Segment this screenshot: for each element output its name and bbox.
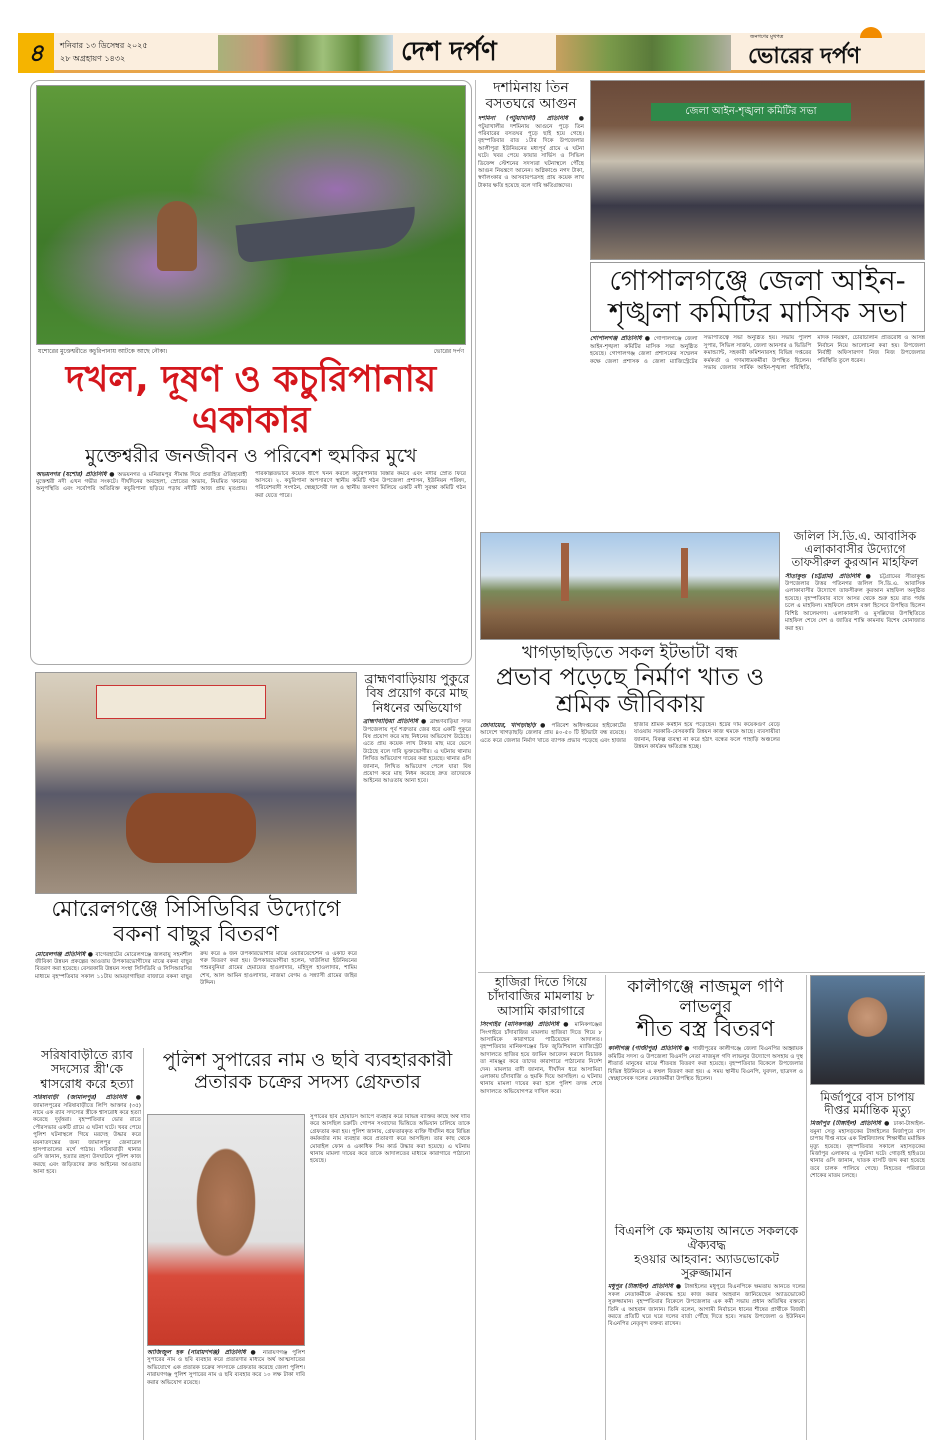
brahmanbaria-story (363, 672, 471, 1045)
hajira-byline: সিংগাইর (মানিকগঞ্জ) প্রতিনিধি ● (480, 1021, 571, 1029)
police-right-column (310, 1114, 470, 1440)
bnp-story (608, 1224, 805, 1440)
morelganj-body-text: বাগেরহাটের মোরেলগঞ্জে জলবায়ু সহনশীল জীবিকা উন্নয়ন প্রকল্পের আওতায় উপকারভোগীদের মাঝে বকনা বাছুর বিতরণ করা হয়েছে। বেসরকারি উন্নয়ন সংস্থা সিসিডিবি ও সিসিআরসির মাধ্যমে বৃহস্পতিবার সকাল ১১টায় আমড়াগাছিয়া বাজারে বকনা বাছুর ক্রয় করে ৬ জন উপকারভোগীর মাঝে ওয়ারিয়েন্টেশন ও একটি করে গরু বিতরণ করা হয়। উপকারভোগীরা হলেন, খাউলিয়া ইউনিয়নের পশুরবুনিয়া গ্রামের হেমায়েত হাওলাদার, মহিদুল হাওলাদার, শামিম শেখ, আল আমিন হাওলাদার, নাজমা বেগম ও সন্ন্যাসী গ্রামের জহির উদ্দিন। (35, 950, 357, 987)
date-bengali: ২৮ অগ্রহায়ণ ১৪৩২ (60, 54, 126, 63)
jalil-headline: জলিল সি.ডি.এ. আবাসিক এলাকাবাসীর উদ্যোগে তাফসীরুল কুরআন মাহফিল (791, 530, 919, 570)
police-body-text: সুপারের ছবি হোয়াটস অ্যাপে ব্যবহার করে বিভিন্ন ব্যক্তির কাছে অর্থ দাবি করে আসছিল চক্রটি। গোপন সংবাদের ভিত্তিতে অভিযান চালিয়ে তাকে গ্রেফতার করা হয়। পুলিশ জানায়, গ্রেফতারকৃত ব্যক্তি দীর্ঘদিন ধরে বিভিন্ন কর্মকর্তার নাম ব্যবহার করে প্রতারণা করে আসছিল। তার কাছ থেকে মোবাইল ফোন ও একাধিক সিম কার্ড উদ্ধার করা হয়েছে। এ ঘটনায় থানায় মামলা দায়ের করে তাকে আদালতের মাধ্যমে কারাগারে পাঠানো হয়েছে। (310, 1114, 470, 1165)
dashmina-body (478, 115, 584, 528)
sarishabari-body (33, 1094, 141, 1440)
kaliganj-body-text: গাজীপুরের কালীগঞ্জে জেলা বিএনপির আহ্বায়ক কমিটির সদস্য ও উপজেলা বিএনপি নেতা নাজমুল গণি লাভলুর উদ্যোগে অসহায় ও দুস্থ শীতার্ত মানুষের মাঝে শীতবস্ত্র বিতরণ করা হয়েছে। বৃহস্পতিবার বিকেলে উপজেলার বিভিন্ন ইউনিয়নে এ কম্বল বিতরণ করা হয়। এ সময় স্থানীয় বিএনপি, যুবদল, ছাত্রদল ও স্বেচ্ছাসেবক দলের নেতাকর্মীরা উপস্থিত ছিলেন। (608, 1046, 803, 1083)
lead-headline: দখল, দূষণ ও কচুরিপানায় একাকার (65, 359, 437, 442)
brahmanbaria-body-text: ব্রাহ্মণবাড়িয়া সদর উপজেলায় পূর্ব শত্রুতার জের ধরে একটি পুকুরে বিষ প্রয়োগ করে মাছ নিধনের অভিযোগ উঠেছে। এতে প্রায় কয়েক লাখ টাকার মাছ মরে ভেসে উঠেছে বলে দাবি ভুক্তভোগীর। এ ঘটনায় থানায় লিখিত অভিযোগ দায়ের করা হয়েছে। থানার ওসি জানান, লিখিত অভিযোগ পেলে যারা বিষ প্রয়োগ করে মাছ নিধন করেছে দ্রুত তাদেরকে আইনের আওতায় আনা হবে। (363, 719, 471, 785)
bnp-headline-2: হওয়ার আহবান: অ্যাডভোকেট সুরুজ্জামান (634, 1251, 779, 1280)
gopalganj-story (590, 80, 925, 528)
lead-caption-row (38, 348, 464, 356)
khagrachari-byline: জোবায়ের, খাগড়াছড়ি ● (480, 721, 548, 729)
khagrachari-body (480, 722, 780, 970)
hajira-body-text: মানিকগঞ্জের সিংগাইরে চাঁদাবাজির মামলায় হাজিরা দিতে গিয়ে ৮ আসামিকে কারাগারে পাঠিয়েছেন আদালত। বৃহস্পতিবার মানিকগঞ্জের চিফ জুডিশিয়াল ম্যাজিস্ট্রেট আদালতে হাজির হয়ে জামিন আবেদন করলে বিচারক তা নামঞ্জুর করে তাদের কারাগারে পাঠানোর নির্দেশ দেন। মামলার বাদী জানান, দীর্ঘদিন ধরে আসামিরা এলাকায় চাঁদাবাজি ও হুমকি দিয়ে আসছিল। এ ঘটনায় থানায় মামলা দায়ের করা হলে পুলিশ তদন্ত শেষে আদালতে অভিযোগপত্র দাখিল করে। (480, 1022, 602, 1095)
divider (806, 975, 807, 1440)
jalil-byline: সীতাকুন্ড (চট্টগ্রাম) প্রতিনিধি ● (785, 572, 875, 580)
kaliganj-body (608, 1045, 803, 1220)
lead-photo-credit: ভোরের দর্পণ (433, 348, 464, 355)
chimney-2 (681, 548, 688, 598)
bnp-headline-1: বিএনপি কে ক্ষমতায় আনতে সকলকে ঐক্যবদ্ধ (614, 1224, 799, 1253)
jalil-story (785, 530, 925, 970)
suspect-photo (147, 1114, 305, 1346)
police-headline-block (145, 1050, 470, 1112)
mirzapur-body-text: ঢাকা-টাঙ্গাইল-যমুনা সেতু মহাসড়কের টাঙ্গাইলের মির্জাপুরে বাস চাপায় দীপ্ত নামে এক বিশ্ববিদ্যালয় শিক্ষার্থীর মর্মান্তিক মৃত্যু হয়েছে। বৃহস্পতিবার সকালে মহাসড়কের মির্জাপুর এলাকায় এ দুর্ঘটনা ঘটে। গোড়াই হাইওয়ে থানার ওসি জানান, ঘাতক বাসটি জব্দ করা হয়েছে তবে চালক পালিয়ে গেছে। নিহতের পরিবারে শোকের মাতম চলছে। (810, 1121, 925, 1180)
gopalganj-meeting-photo (590, 80, 925, 260)
kaliganj-headline-1: কালীগঞ্জে নাজমুল গণি লাভলুর (627, 978, 784, 1017)
gopalganj-byline: গোপালগঞ্জ প্রতিনিধি ● (590, 335, 652, 343)
mirzapur-story (810, 975, 925, 1440)
sarishabari-story (33, 1048, 141, 1440)
morelganj-headline-2: বকনা বাছুর বিতরণ (113, 922, 279, 948)
hajira-headline: হাজিরা দিতে গিয়ে চাঁদাবাজির মামলায় ৮ আসামি কারাগারে (487, 975, 595, 1018)
meeting-banner: জেলা আইন-শৃঙ্খলা কমিটির সভা (651, 103, 851, 121)
police-left-body (147, 1349, 305, 1440)
brahmanbaria-byline: ব্রাহ্মণবাড়িয়া প্রতিনিধি ● (363, 718, 428, 726)
header-photo-strip-right (556, 35, 731, 71)
boatman-figure (157, 201, 197, 271)
morelganj-story (35, 672, 357, 1045)
khagrachari-story (480, 532, 780, 970)
kaliganj-story (608, 978, 803, 1220)
gopalganj-headline: গোপালগঞ্জে জেলা আইন-শৃঙ্খলা কমিটির মাসিক সভা (590, 262, 925, 332)
calf-distribution-photo (35, 672, 357, 894)
lead-photo-caption: যশোরের মুক্তেশ্বরীতে কচুরিপানায় আটকে আছে নৌকা। (38, 348, 168, 355)
logo-sun-icon (860, 27, 882, 38)
hajira-story (480, 975, 602, 1440)
police-body (310, 1114, 470, 1440)
divider (143, 1048, 144, 1440)
khagrachari-headline-2: প্রভাব পড়েছে নির্মাণ খাত ও শ্রমিক জীবিকায় (495, 662, 765, 719)
lead-body-text: অভয়নগর ও মনিরামপুর সীমান্ত দিয়ে প্রবাহিত ঐতিহ্যবাহী মুক্তেশ্বরী নদী এখন গভীর সংকটে। দীর্ঘদিনের অবহেলা, স্রোতের অভাব, নিয়মিত খননের অনুপস্থিতি এবং সর্বোপরি অতিরিক্ত কচুরিপানা ছড়িয়ে পড়ায় নদীটি আজ প্রায় মৃতপ্রায়। পরিকল্পিতভাবে কয়েক ধাপে খনন করলে কচুরিপানার বিস্তার কমবে এবং নদীর স্রোত ফিরে আসবে। ২. কচুরিপানা অপসারণে স্থানীয় কমিটি গঠন উপজেলা প্রশাসন, ইউনিয়ন পরিষদ, পরিবেশবাদী সংগঠন, স্বেচ্ছাসেবী দল ও স্থানীয় জনগণ মিলিয়ে একটি নদী সুরক্ষা কমিটি গঠন করা যেতে পারে। (36, 470, 466, 499)
police-left-text: নারায়ণগঞ্জ পুলিশ সুপারের নাম ও ছবি ব্যবহার করে প্রতারণার মাধ্যমে অর্থ আত্মসাতের অভিযোগে এক প্রতারক চক্রের সদস্যকে গ্রেফতার করেছে জেলা পুলিশ। নারায়ণগঞ্জ পুলিশ সুপারের নাম ও ছবি ব্যবহার করে ১০ লক্ষ টাকা দাবি করার অভিযোগ রয়েছে। (147, 1350, 305, 1386)
gopalganj-body (590, 335, 925, 528)
section-title: দেশ দর্পণ (401, 37, 497, 67)
page-header (18, 33, 925, 73)
dashmina-story (478, 80, 584, 528)
date-gregorian: শনিবার ১৩ ডিসেম্বর ২০২৫ (60, 41, 148, 50)
divider (478, 972, 925, 973)
police-byline: আজিজুল হক (নারায়ণগঞ্জ) প্রতিনিধি ● (147, 1349, 259, 1356)
event-banner (96, 685, 266, 719)
morelganj-byline: মোরেলগঞ্জ প্রতিনিধি ● (35, 950, 94, 958)
sarishabari-headline: সরিষাবাড়ীতে র‍্যাব সদস্যের স্ত্রী'কে শ্বাসরোধ করে হত্যা (40, 1048, 134, 1091)
police-headline-1: পুলিশ সুপারের নাম ও ছবি ব্যবহারকারী (162, 1050, 453, 1071)
kaliganj-byline: কালীগঞ্জ (গাজীপুর) প্রতিনিধি ● (608, 1045, 691, 1053)
gopalganj-body-text: গোপালগঞ্জে জেলা আইন-শৃঙ্খলা কমিটির মাসিক সভা অনুষ্ঠিত হয়েছে। গোপালগঞ্জ জেলা প্রশাসকের সম্মেলন কক্ষে জেলা প্রশাসক ও জেলা ম্যাজিস্ট্রেটের সভাপতিত্বে সভা অনুষ্ঠিত হয়। সভায় পুলিশ সুপার, সিভিল সার্জন, জেলা আনসার ও ভিডিপি কমান্ড্যান্ট, সহকারী কমিশনারসহ বিভিন্ন দপ্তরের কর্মকর্তা ও গণমাধ্যমকর্মীরা উপস্থিত ছিলেন। সভায় জেলার সার্বিক আইন-শৃঙ্খলা পরিস্থিতি, মাদক নিয়ন্ত্রণ, চোরাচালান প্রতিরোধ ও আসন্ন নির্বাচন নিয়ে আলোচনা করা হয়। উপজেলা নির্বাহী অফিসারগণ নিজ নিজ উপজেলার পরিস্থিতি তুলে ধরেন। (590, 335, 925, 371)
lead-subhead: মুক্তেশ্বরীর জনজীবন ও পরিবেশ হুমকির মুখে (85, 444, 417, 467)
newspaper-logo: ভোরের দর্পণ (748, 43, 861, 69)
brahmanbaria-headline: ব্রাহ্মণবাড়িয়ায় পুকুরে বিষ প্রয়োগ করে মাছ নিধনের অভিযোগ (364, 672, 470, 715)
bnp-body-text: টাঙ্গাইলের মধুপুরে বিএনপিকে ক্ষমতায় আনতে দলের সকল নেতাকর্মীকে ঐক্যবদ্ধ হয়ে কাজ করার আহবান জানিয়েছেন অ্যাডভোকেট সুরুজ্জামান। বৃহস্পতিবার বিকেলে উপজেলার এক কর্মী সভায় প্রধান অতিথির বক্তব্যে তিনি এ আহবান জানান। তিনি বলেন, আগামী নির্বাচনে ধানের শীষের প্রার্থীকে বিজয়ী করতে প্রতিটি ঘরে ঘরে দলের বার্তা পৌঁছে দিতে হবে। সভায় উপজেলা ও ইউনিয়ন বিএনপির নেতৃবৃন্দ বক্তব্য রাখেন। (608, 1284, 805, 1328)
lead-byline: অভয়নগর (যশোর) প্রতিনিধি ● (36, 470, 116, 478)
mirzapur-headline: মির্জাপুরে বাস চাপায় দীপ্তর মর্মান্তিক মৃত্যু (820, 1090, 915, 1118)
sarishabari-byline: সরিষাবাড়ী (জামালপুর) প্রতিনিধি ● (33, 1094, 141, 1102)
brick-kiln-photo (480, 532, 780, 640)
mirzapur-victim-photo (810, 975, 925, 1085)
khagrachari-body-text: পরিবেশ অধিদপ্তরের হাইকোর্টের আদেশে খাগড়াছড়ি জেলার প্রায় ৪০-৫০ টি ইটভাটা বন্ধ রয়েছে। এতে করে জেলার নির্মাণ খাতে ব্যাপক প্রভাব পড়েছে এবং হাজার হাজার শ্রমিক কর্মহীন হয়ে পড়েছেন। ইটের দাম কয়েকগুণ বেড়ে যাওয়ায় সরকারি-বেসরকারি উন্নয়ন কাজ থমকে আছে। ব্যবসায়ীরা জানান, বিকল্প ব্যবস্থা না করে হঠাৎ বন্ধের ফলে পাহাড়ি অঞ্চলের উন্নয়ন কার্যক্রম ক্ষতিগ্রস্ত হচ্ছে। (480, 721, 780, 750)
dashmina-headline: দশমিনায় তিন বসতঘরে আগুন (485, 80, 577, 113)
mirzapur-byline: মির্জাপুর (টাঙ্গাইল) প্রতিনিধি ● (810, 1120, 891, 1128)
police-left-column (147, 1114, 305, 1440)
header-photo-strip-left (218, 35, 393, 71)
brahmanbaria-body (363, 718, 471, 1045)
date-block (60, 39, 148, 65)
jalil-body (785, 573, 925, 970)
khagrachari-headline-1: খাগড়াছড়িতে সকল ইটভাটা বন্ধ (521, 643, 738, 663)
page-number: ৪ (18, 33, 54, 73)
sarishabari-body-text: জামালপুরের সরিষাবাড়ীতে লিপি আক্তার (৩৫) নামে এক র‍্যাব সদস্যের স্ত্রীকে শ্বাসরোধ করে হত্যা করেছে দুর্বৃত্তরা। বৃহস্পতিবার ভোর রাতে পৌরসভার একটি গ্রামে এ ঘটনা ঘটে। খবর পেয়ে পুলিশ ঘটনাস্থলে গিয়ে মরদেহ উদ্ধার করে ময়নাতদন্তের জন্য জামালপুর জেনারেল হাসপাতালের মর্গে পাঠায়। সরিষাবাড়ী থানার ওসি জানান, হত্যার রহস্য উদঘাটনে পুলিশ কাজ করছে এবং জড়িতদের দ্রুত আইনের আওতায় আনা হবে। (33, 1102, 141, 1176)
chimney-1 (561, 543, 569, 601)
lead-photo-water-hyacinth (36, 85, 466, 345)
mirzapur-body (810, 1120, 925, 1440)
lead-story (36, 85, 466, 660)
bnp-body (608, 1283, 805, 1440)
logo-tagline: জনগণের মুখপত্র (750, 34, 784, 40)
lead-body (36, 471, 466, 660)
jalil-body-text: চট্টগ্রামের সীতাকুন্ড উপজেলার উত্তর পতিনগর জলিল সি.ডি.এ. আবাসিক এলাকাবাসীর উদ্যোগে তাফসীরুল কুরআন মাহফিল অনুষ্ঠিত হয়েছে। বৃহস্পতিবার বাদে আসর থেকে শুরু হয়ে রাত পর্যন্ত চলে এ মাহফিল। মাহফিলে প্রধান বক্তা হিসেবে উপস্থিত ছিলেন বিশিষ্ট আলেমগণ। এলাকাবাসী ও মুসল্লিদের উপস্থিতিতে মাহফিল শেষে দেশ ও জাতির শান্তি কামনায় বিশেষ মোনাজাত করা হয়। (785, 573, 925, 632)
dashmina-byline: দশমিনা (পটুয়াখালী) প্রতিনিধি ● (478, 115, 584, 123)
boat-shape (236, 207, 419, 264)
divider (475, 80, 476, 1440)
hajira-body (480, 1021, 602, 1440)
police-headline-2: প্রতারক চক্রের সদস্য গ্রেফতার (194, 1070, 421, 1093)
dashmina-body-text: পটুয়াখালীর দশমিনায় আগুনে পুড়ে তিন পরিবারের বসতঘর পুড়ে ছাই হয়ে গেছে। বৃহস্পতিবার রাত ১টার দিকে উপজেলার আলীপুরা ইউনিয়নের মধ্যপূর্ব গ্রামে এ ঘটনা ঘটে। খবর পেয়ে ফায়ার সার্ভিস ও সিভিল ডিফেন্স স্টেশনের সদস্যরা ঘটনাস্থলে পৌঁছে আগুন নিয়ন্ত্রণে আনেন। অগ্নিকাণ্ডে নগদ টাকা, স্বর্ণালংকার ও আসবাবপত্রসহ প্রায় কয়েক লাখ টাকার ক্ষতি হয়েছে বলে দাবি ক্ষতিগ্রস্তদের। (478, 123, 584, 189)
morelganj-headline-1: মোরেলগঞ্জে সিসিডিবির উদ্যোগে (51, 897, 341, 922)
kaliganj-headline-2: শীত বস্ত্র বিতরণ (636, 1017, 775, 1043)
morelganj-body (35, 951, 357, 1045)
calf-shape (126, 793, 256, 863)
bnp-byline: মধুপুর (টাঙ্গাইল) প্রতিনিধি ● (608, 1283, 682, 1291)
divider (605, 975, 606, 1440)
